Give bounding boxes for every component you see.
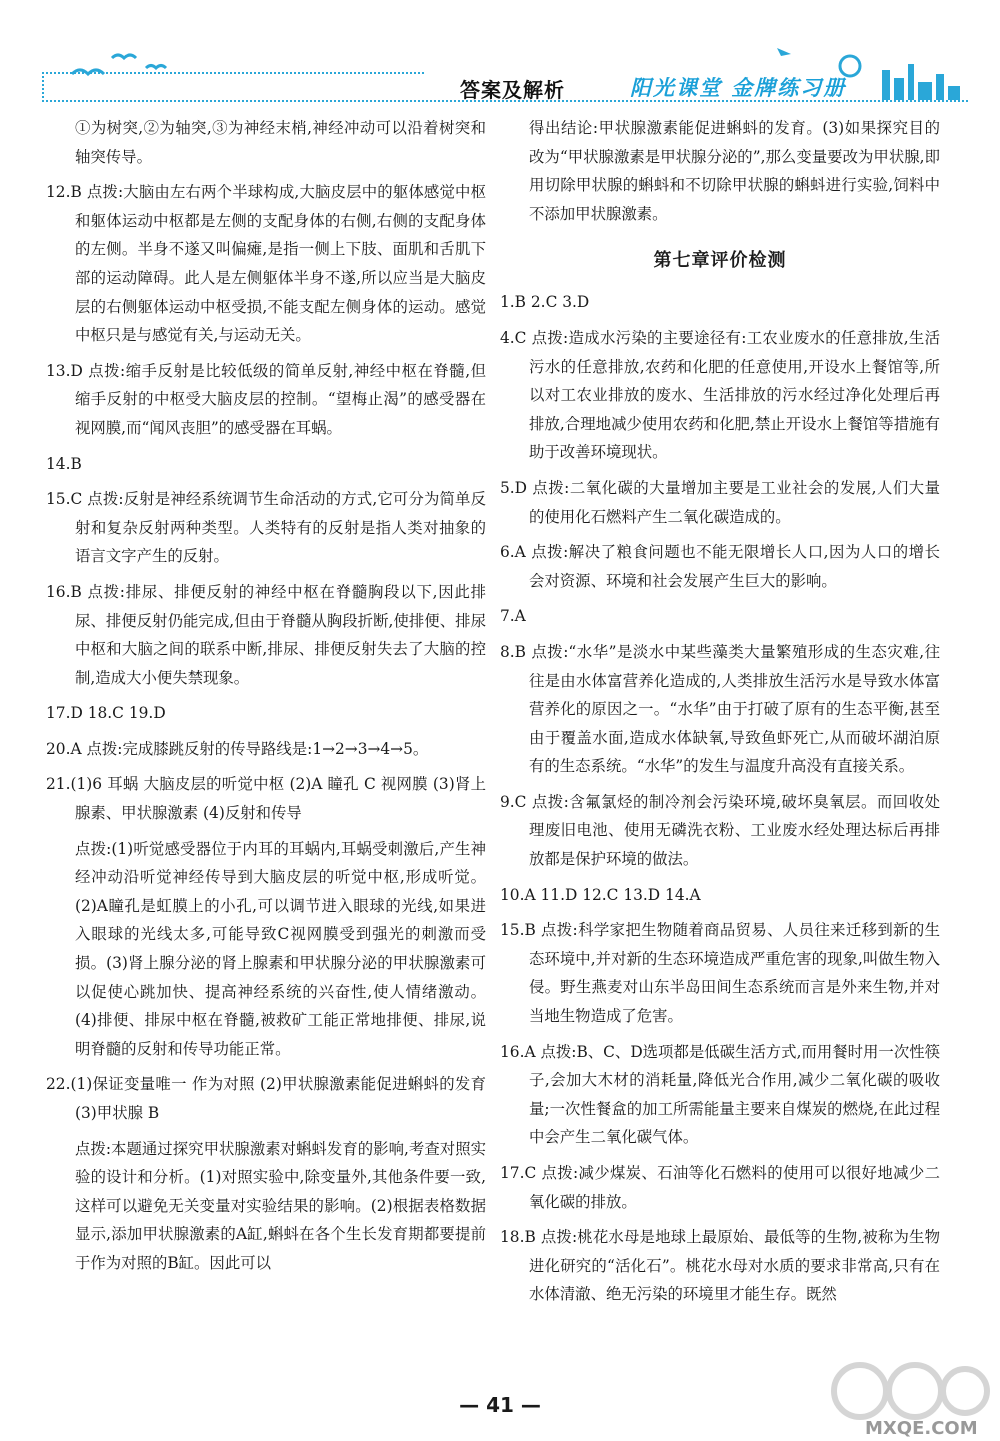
page-number: — 41 — bbox=[459, 1393, 541, 1417]
answer-paragraph: 18.B 点拨:桃花水母是地球上最原始、最低等的生物,被称为生物进化研究的“活化石”。桃花水母对水质的要求非常高,只有在水体清澈、绝无污染的环境里才能生存。既然 bbox=[500, 1228, 940, 1304]
header-frame bbox=[42, 72, 424, 102]
building-icon bbox=[918, 82, 932, 100]
answer-paragraph: 16.B 点拨:排尿、排便反射的神经中枢在脊髓胸段以下,因此排尿、排便反射仍能完成,但由于脊髓从胸段折断,使排便、排尿中枢和大脑之间的联系中断,排尿、排便反射失去了大脑的控制,造成大小便失禁现象。 bbox=[46, 582, 486, 687]
building-icon bbox=[948, 86, 960, 100]
answer-paragraph: 6.A 点拨:解决了粮食问题也不能无限增长人口,因为人口的增长会对资源、环境和社会发展产生巨大的影响。 bbox=[500, 543, 940, 590]
answer-paragraph: 15.B 点拨:科学家把生物随着商品贸易、人员往来迁移到新的生态环境中,并对新的生态环境造成严重危害的现象,叫做生物入侵。野生燕麦对山东半岛田间生态系统而言是外来生物,并对当地生物造成了危害。 bbox=[500, 921, 940, 1026]
bird-icon bbox=[112, 55, 136, 58]
header-title-answers: 答案及解析 bbox=[460, 78, 565, 102]
bird-icon bbox=[146, 66, 166, 69]
answer-paragraph: 点拨:本题通过探究甲状腺激素对蝌蚪发育的影响,考查对照实验的设计和分析。(1)对照实验中,除变量外,其他条件要一致,这样可以避免无关变量对实验结果的影响。(2)根据表格数据显示,添加甲状腺激素的A缸,蝌蚪在各个生长发育期都要提前于作为对照的B缸。因此可以 bbox=[75, 1139, 486, 1272]
answer-paragraph: 9.C 点拨:含氟氯烃的制冷剂会污染环境,破坏臭氧层。而回收处理废旧电池、使用无磷洗衣粉、工业废水经处理达标后再排放都是保护环境的做法。 bbox=[500, 792, 940, 869]
left-column bbox=[46, 114, 486, 1285]
answer-paragraph: 10.A 11.D 12.C 13.D 14.A bbox=[500, 885, 701, 904]
watermark-text: MXQE.COM bbox=[865, 1418, 978, 1439]
answer-paragraph: 7.A bbox=[500, 607, 526, 626]
plane-icon bbox=[777, 48, 791, 56]
answer-paragraph: 14.B bbox=[46, 454, 82, 473]
building-icon bbox=[882, 70, 890, 100]
answer-paragraph: 22.(1)保证变量唯一 作为对照 (2)甲状腺激素能促进蝌蚪的发育 (3)甲状腺 B bbox=[46, 1075, 486, 1122]
answer-paragraph: 1.B 2.C 3.D bbox=[500, 293, 590, 312]
answer-paragraph: 5.D 点拨:二氧化碳的大量增加主要是工业社会的发展,人们大量的使用化石燃料产生二氧化碳造成的。 bbox=[500, 478, 940, 526]
building-icon bbox=[894, 78, 904, 100]
answer-paragraph: 点拨:(1)听觉感受器位于内耳的耳蜗内,耳蜗受刺激后,产生神经冲动沿听觉神经传导到大脑皮层的听觉中枢,形成听觉。(2)A瞳孔是虹膜上的小孔,可以调节进入眼球的光线,如果进入眼球的光线太多,可能导致C视网膜受到强光的刺激而受损。(3)肾上腺分泌的肾上腺素和甲状腺分泌的甲状腺激素可以促使心跳加快、提高神经系统的兴奋性,使人情绪激动。(4)排便、排尿中枢在脊髓,被救矿工能正常地排便、排尿,说明脊髓的反射和传导功能正常。 bbox=[75, 839, 486, 1058]
answer-paragraph: 8.B 点拨:“水华”是淡水中某些藻类大量繁殖形成的生态灾难,往往是由水体富营养化造成的,人类排放生活污水是导致水体富营养化的原因之一。“水华”由于打破了原有的生态平衡,甚至由于覆盖水面,造成水体缺氧,导致鱼虾死亡,从而破坏湖泊原有的生态系统。“水华”的发生与温度升高没有直接关系。 bbox=[500, 642, 940, 776]
header-title-series: 阳光课堂 金牌练习册 bbox=[630, 76, 847, 100]
answer-paragraph: 17.C 点拨:减少煤炭、石油等化石燃料的使用可以很好地减少二氧化碳的排放。 bbox=[500, 1164, 940, 1211]
right-column-continuation bbox=[500, 114, 940, 228]
answer-paragraph: 21.(1)6 耳蜗 大脑皮层的听觉中枢 (2)A 瞳孔 C 视网膜 (3)肾上腺素、甲状腺激素 (4)反射和传导 bbox=[46, 775, 486, 823]
right-column bbox=[500, 114, 940, 1316]
answer-paragraph: ①为树突,②为轴突,③为神经末梢,神经冲动可以沿着树突和轴突传导。 bbox=[75, 119, 486, 166]
chapter-7-answers bbox=[500, 288, 940, 1309]
section-title: 第七章评价检测 bbox=[653, 250, 787, 272]
answer-paragraph: 4.C 点拨:造成水污染的主要途径有:工农业废水的任意排放,生活污水的任意排放,农药和化肥的任意使用,开设水上餐馆等,所以对工农业排放的废水、生活排放的污水经过净化处理后再排放,合理地减少使用农药和化肥,禁止开设水上餐馆等措施有助于改善环境现状。 bbox=[500, 328, 940, 462]
building-icon bbox=[908, 64, 914, 100]
building-icon bbox=[936, 74, 944, 100]
answer-paragraph: 13.D 点拨:缩手反射是比较低级的简单反射,神经中枢在脊髓,但缩手反射的中枢受大脑皮层的控制。“望梅止渴”的感受器在视网膜,而“闻风丧胆”的感受器在耳蜗。 bbox=[46, 361, 486, 437]
answer-paragraph: 得出结论:甲状腺激素能促进蝌蚪的发育。(3)如果探究目的改为“甲状腺激素是甲状腺分泌的”,那么变量要改为甲状腺,即用切除甲状腺的蝌蚪和不切除甲状腺的蝌蚪进行实验,饲料中不添加甲状腺激素。 bbox=[529, 119, 940, 223]
page-header bbox=[42, 42, 968, 104]
answer-paragraph: 17.D 18.C 19.D bbox=[46, 704, 166, 723]
answer-paragraph: 15.C 点拨:反射是神经系统调节生命活动的方式,它可分为简单反射和复杂反射两种类型。人类特有的反射是指人类对抽象的语言文字产生的反射。 bbox=[46, 490, 486, 566]
answer-paragraph: 20.A 点拨:完成膝跳反射的传导路线是:1→2→3→4→5。 bbox=[46, 739, 429, 758]
answer-paragraph: 16.A 点拨:B、C、D选项都是低碳生活方式,而用餐时用一次性筷子,会加大木材的消耗量,降低光合作用,减少二氧化碳的吸收量;一次性餐盒的加工所需能量主要来自煤炭的燃烧,在此过程中会产生二氧化碳气体。 bbox=[500, 1042, 940, 1147]
answer-paragraph: 12.B 点拨:大脑由左右两个半球构成,大脑皮层中的躯体感觉中枢和躯体运动中枢都是左侧的支配身体的右侧,右侧的支配身体的左侧。半身不遂又叫偏瘫,是指一侧上下肢、面肌和舌肌下部的运动障碍。此人是左侧躯体半身不遂,所以应当是大脑皮层的右侧躯体运动中枢受损,不能支配左侧身体的运动。感觉中枢只是与感觉有关,与运动无关。 bbox=[46, 183, 486, 345]
